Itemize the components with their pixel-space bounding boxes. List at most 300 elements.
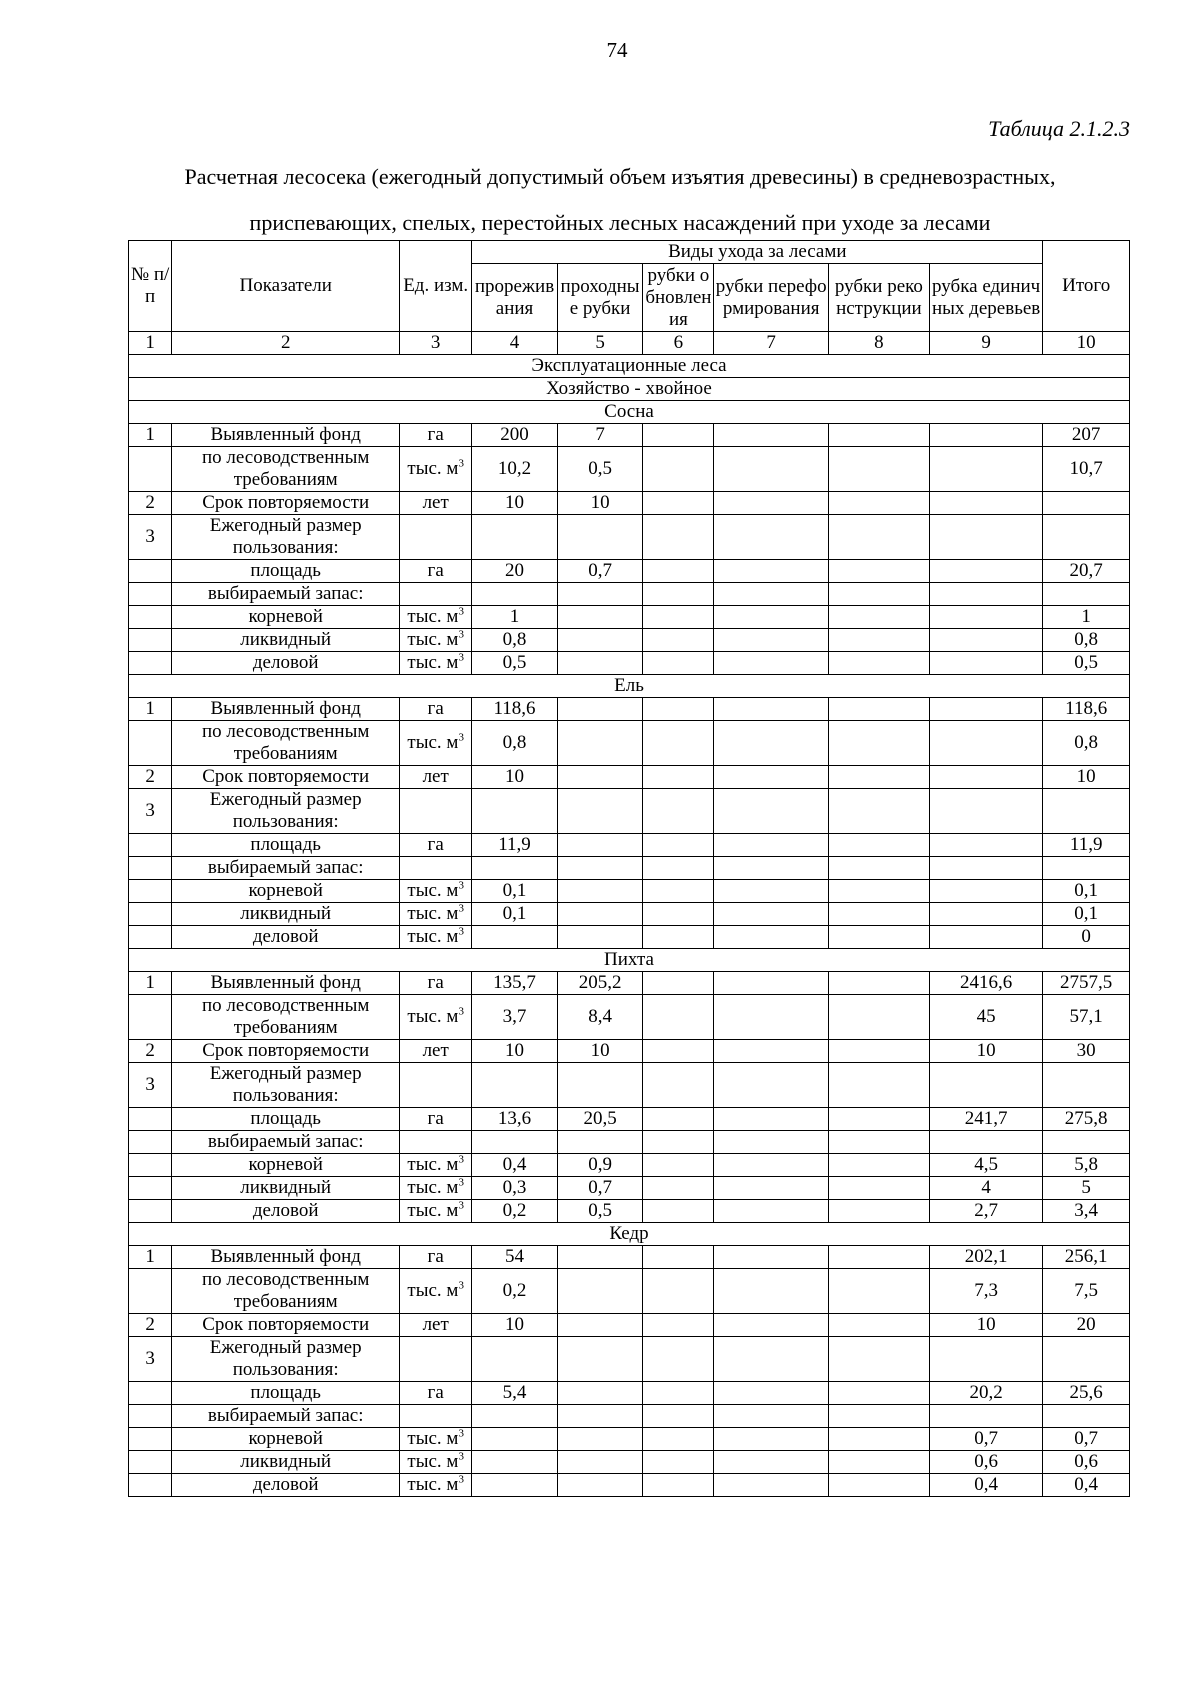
value-cell (557, 1314, 643, 1337)
row-number (129, 721, 172, 766)
value-cell: 11,9 (472, 834, 558, 857)
value-cell (472, 926, 558, 949)
value-cell (714, 447, 828, 492)
row-label-line: пользования: (232, 537, 339, 558)
row-label-line: Срок повторяемости (202, 1040, 370, 1061)
value-cell (828, 1474, 929, 1497)
row-label-line: корневой (248, 1428, 323, 1449)
value-cell: 4,5 (929, 1154, 1042, 1177)
value-cell (828, 1451, 929, 1474)
table-row (129, 972, 1130, 995)
row-label-line: Ежегодный размер (209, 789, 362, 810)
table-caption: Таблица 2.1.2.3 (988, 116, 1130, 141)
row-label-line: корневой (248, 880, 323, 901)
unit-cell (400, 515, 472, 560)
value-cell (643, 1382, 714, 1405)
value-cell: 118,6 (1043, 698, 1130, 721)
value-cell (643, 1428, 714, 1451)
unit-cell (400, 1063, 472, 1108)
unit-cell: га (400, 698, 472, 721)
value-cell: 0,4 (472, 1154, 558, 1177)
row-number: 2 (129, 1040, 172, 1063)
value-cell (929, 698, 1042, 721)
row-label-line: деловой (252, 1474, 319, 1495)
header-total: Итого (1043, 241, 1130, 332)
value-cell: 200 (472, 424, 558, 447)
value-cell: 30 (1043, 1040, 1130, 1063)
table-row (129, 789, 1130, 834)
unit-cell: га (400, 1108, 472, 1131)
value-cell (1043, 789, 1130, 834)
table-row (129, 880, 1130, 903)
species-name: Ель (129, 675, 1130, 698)
value-cell (714, 1451, 828, 1474)
row-label-line: по лесоводственным (202, 447, 370, 468)
table-row (129, 1200, 1130, 1223)
value-cell (643, 880, 714, 903)
value-cell (643, 515, 714, 560)
row-label-line: по лесоводственным (202, 995, 370, 1016)
unit-cell: га (400, 1246, 472, 1269)
value-cell: 10 (929, 1040, 1042, 1063)
value-cell: 3,7 (472, 995, 558, 1040)
row-label-found (172, 1246, 400, 1269)
value-cell (929, 1405, 1042, 1428)
value-cell: 10 (1043, 766, 1130, 789)
row-number (129, 995, 172, 1040)
row-number (129, 1154, 172, 1177)
value-cell (714, 1474, 828, 1497)
value-cell (643, 447, 714, 492)
table-row (129, 515, 1130, 560)
value-cell (557, 834, 643, 857)
row-label-line: площадь (250, 834, 321, 855)
row-number: 1 (129, 698, 172, 721)
unit-cell: га (400, 834, 472, 857)
value-cell (557, 857, 643, 880)
value-cell (929, 629, 1042, 652)
header-care-type-8: рубки реконструкции (828, 264, 929, 332)
value-cell: 3,4 (1043, 1200, 1130, 1223)
value-cell: 0,9 (557, 1154, 643, 1177)
row-number (129, 1177, 172, 1200)
unit-superscript: 3 (458, 1279, 464, 1292)
row-label-line: выбираемый запас: (207, 583, 364, 604)
row-label-liquid (172, 629, 400, 652)
row-label-business (172, 652, 400, 675)
value-cell (929, 766, 1042, 789)
header-num: № п/п (129, 241, 172, 332)
value-cell: 0,5 (557, 1200, 643, 1223)
header-unit: Ед. изм. (400, 241, 472, 332)
value-cell (929, 789, 1042, 834)
value-cell: 8,4 (557, 995, 643, 1040)
row-label-line: ликвидный (240, 1177, 332, 1198)
table-row (129, 1246, 1130, 1269)
section-row (129, 949, 1130, 972)
row-label-stock (172, 857, 400, 880)
value-cell (714, 1382, 828, 1405)
unit-text: тыс. м (407, 1428, 459, 1449)
value-cell: 13,6 (472, 1108, 558, 1131)
value-cell (714, 698, 828, 721)
row-label-line: требованиям (233, 1017, 338, 1038)
unit-cell (400, 1337, 472, 1382)
unit-cell (400, 1428, 472, 1451)
value-cell: 45 (929, 995, 1042, 1040)
row-number: 3 (129, 515, 172, 560)
unit-cell: га (400, 560, 472, 583)
value-cell (714, 606, 828, 629)
section-row (129, 401, 1130, 424)
table-row (129, 721, 1130, 766)
unit-text: тыс. м (407, 880, 459, 901)
row-label-area (172, 834, 400, 857)
value-cell (714, 1337, 828, 1382)
value-cell: 0,1 (1043, 903, 1130, 926)
value-cell (714, 583, 828, 606)
value-cell (714, 834, 828, 857)
value-cell (643, 606, 714, 629)
unit-cell (400, 1131, 472, 1154)
value-cell (929, 721, 1042, 766)
table-row (129, 424, 1130, 447)
unit-cell: га (400, 972, 472, 995)
value-cell: 0,1 (472, 903, 558, 926)
row-label-line: Срок повторяемости (202, 766, 370, 787)
value-cell (557, 1428, 643, 1451)
row-label-line: ликвидный (240, 1451, 332, 1472)
value-cell (643, 926, 714, 949)
value-cell: 256,1 (1043, 1246, 1130, 1269)
unit-cell (400, 1405, 472, 1428)
value-cell: 0,8 (1043, 629, 1130, 652)
value-cell (929, 1337, 1042, 1382)
column-number-7: 7 (714, 332, 828, 355)
value-cell (557, 926, 643, 949)
value-cell (643, 560, 714, 583)
row-number: 1 (129, 424, 172, 447)
table-row (129, 652, 1130, 675)
row-number (129, 1108, 172, 1131)
unit-cell: лет (400, 1040, 472, 1063)
column-number-9: 9 (929, 332, 1042, 355)
value-cell (828, 492, 929, 515)
row-label-business (172, 1200, 400, 1223)
row-number (129, 857, 172, 880)
value-cell: 0,5 (557, 447, 643, 492)
value-cell (929, 560, 1042, 583)
value-cell (929, 652, 1042, 675)
value-cell (714, 721, 828, 766)
unit-cell (400, 789, 472, 834)
value-cell (643, 995, 714, 1040)
table-row (129, 995, 1130, 1040)
unit-superscript: 3 (458, 1005, 464, 1018)
value-cell (472, 1405, 558, 1428)
row-label-line: выбираемый запас: (207, 857, 364, 878)
value-cell: 0,7 (557, 1177, 643, 1200)
unit-text: тыс. м (407, 1474, 459, 1495)
value-cell: 10 (472, 1040, 558, 1063)
unit-superscript: 3 (458, 1427, 464, 1440)
unit-cell (400, 629, 472, 652)
header-indicators: Показатели (172, 241, 400, 332)
row-label-line: по лесоводственным (202, 721, 370, 742)
row-number: 2 (129, 766, 172, 789)
value-cell (828, 857, 929, 880)
value-cell (557, 1405, 643, 1428)
species-name: Кедр (129, 1223, 1130, 1246)
unit-cell: га (400, 1382, 472, 1405)
unit-superscript: 3 (458, 1199, 464, 1212)
unit-text: тыс. м (407, 1280, 459, 1301)
value-cell (828, 1177, 929, 1200)
value-cell (643, 1154, 714, 1177)
unit-superscript: 3 (458, 879, 464, 892)
value-cell: 10 (557, 492, 643, 515)
value-cell (828, 560, 929, 583)
row-label-period (172, 1040, 400, 1063)
value-cell (828, 1154, 929, 1177)
unit-text: тыс. м (407, 732, 459, 753)
value-cell (828, 629, 929, 652)
value-cell (828, 1108, 929, 1131)
row-label-line: ликвидный (240, 903, 332, 924)
value-cell: 5 (1043, 1177, 1130, 1200)
value-cell: 7 (557, 424, 643, 447)
unit-cell (400, 880, 472, 903)
value-cell: 2757,5 (1043, 972, 1130, 995)
value-cell: 57,1 (1043, 995, 1130, 1040)
value-cell (714, 972, 828, 995)
row-label-area (172, 560, 400, 583)
row-label-line: пользования: (232, 1359, 339, 1380)
value-cell (929, 903, 1042, 926)
table-row (129, 492, 1130, 515)
unit-cell (400, 447, 472, 492)
row-label-line: выбираемый запас: (207, 1131, 364, 1152)
value-cell (643, 1474, 714, 1497)
column-number-6: 6 (643, 332, 714, 355)
value-cell (557, 1063, 643, 1108)
value-cell (828, 1405, 929, 1428)
value-cell (714, 1154, 828, 1177)
value-cell (1043, 515, 1130, 560)
value-cell (828, 447, 929, 492)
row-label-area (172, 1382, 400, 1405)
value-cell (643, 834, 714, 857)
value-cell (714, 789, 828, 834)
value-cell (828, 1269, 929, 1314)
row-number (129, 629, 172, 652)
value-cell: 11,9 (1043, 834, 1130, 857)
value-cell (828, 606, 929, 629)
value-cell: 25,6 (1043, 1382, 1130, 1405)
row-label-period (172, 1314, 400, 1337)
value-cell: 118,6 (472, 698, 558, 721)
table-row (129, 834, 1130, 857)
value-cell (828, 652, 929, 675)
row-label-business (172, 926, 400, 949)
table-row (129, 698, 1130, 721)
row-label-business (172, 1474, 400, 1497)
row-label-line: по лесоводственным (202, 1269, 370, 1290)
value-cell (643, 1200, 714, 1223)
value-cell (557, 766, 643, 789)
row-label-area (172, 1108, 400, 1131)
unit-superscript: 3 (458, 1153, 464, 1166)
value-cell (557, 698, 643, 721)
unit-cell (400, 1474, 472, 1497)
table-row (129, 903, 1130, 926)
table-row (129, 1108, 1130, 1131)
value-cell (643, 629, 714, 652)
unit-superscript: 3 (458, 651, 464, 664)
value-cell (643, 652, 714, 675)
value-cell: 0,8 (472, 629, 558, 652)
value-cell: 0,3 (472, 1177, 558, 1200)
value-cell: 20 (1043, 1314, 1130, 1337)
value-cell (557, 1337, 643, 1382)
value-cell: 0,7 (1043, 1428, 1130, 1451)
row-label-root (172, 1428, 400, 1451)
row-label-line: Выявленный фонд (210, 424, 361, 445)
value-cell (714, 1269, 828, 1314)
row-label-line: деловой (252, 652, 319, 673)
value-cell (643, 1108, 714, 1131)
header-care-type-6: рубки обновления (643, 264, 714, 332)
unit-superscript: 3 (458, 731, 464, 744)
row-number (129, 926, 172, 949)
value-cell (472, 1063, 558, 1108)
column-number-8: 8 (828, 332, 929, 355)
unit-text: тыс. м (407, 458, 459, 479)
row-label-period (172, 766, 400, 789)
value-cell: 2416,6 (929, 972, 1042, 995)
value-cell: 20 (472, 560, 558, 583)
value-cell (714, 880, 828, 903)
row-label-annual (172, 1337, 400, 1382)
unit-cell (400, 1154, 472, 1177)
table-row (129, 560, 1130, 583)
value-cell (714, 515, 828, 560)
value-cell (828, 926, 929, 949)
value-cell (714, 766, 828, 789)
unit-cell (400, 857, 472, 880)
unit-text: тыс. м (407, 1200, 459, 1221)
value-cell (929, 857, 1042, 880)
row-label-line: требованиям (233, 1291, 338, 1312)
value-cell (472, 1428, 558, 1451)
row-number: 2 (129, 1314, 172, 1337)
row-label-line: требованиям (233, 743, 338, 764)
value-cell (929, 583, 1042, 606)
value-cell (714, 857, 828, 880)
row-label-requirements (172, 995, 400, 1040)
value-cell: 20,2 (929, 1382, 1042, 1405)
value-cell (557, 1131, 643, 1154)
value-cell (557, 1269, 643, 1314)
row-label-line: Ежегодный размер (209, 1337, 362, 1358)
row-label-stock (172, 1405, 400, 1428)
species-name: Пихта (129, 949, 1130, 972)
value-cell (828, 698, 929, 721)
value-cell: 0,2 (472, 1200, 558, 1223)
value-cell (828, 1200, 929, 1223)
value-cell (714, 1200, 828, 1223)
row-number (129, 880, 172, 903)
row-label-root (172, 880, 400, 903)
unit-superscript: 3 (458, 1473, 464, 1486)
value-cell (828, 766, 929, 789)
value-cell (828, 721, 929, 766)
value-cell (643, 1451, 714, 1474)
value-cell: 0,5 (1043, 652, 1130, 675)
unit-text: тыс. м (407, 926, 459, 947)
unit-cell (400, 926, 472, 949)
value-cell (929, 880, 1042, 903)
row-label-period (172, 492, 400, 515)
value-cell (714, 1131, 828, 1154)
value-cell (643, 698, 714, 721)
value-cell (1043, 1131, 1130, 1154)
value-cell (1043, 1063, 1130, 1108)
value-cell (828, 903, 929, 926)
value-cell (714, 424, 828, 447)
unit-cell: га (400, 424, 472, 447)
row-number (129, 903, 172, 926)
table-row (129, 1337, 1130, 1382)
header-care-type-4: прореживания (472, 264, 558, 332)
unit-cell (400, 721, 472, 766)
value-cell (1043, 492, 1130, 515)
value-cell (1043, 1405, 1130, 1428)
value-cell (557, 1474, 643, 1497)
value-cell (557, 1246, 643, 1269)
value-cell: 0,7 (929, 1428, 1042, 1451)
row-label-line: деловой (252, 926, 319, 947)
unit-cell (400, 1451, 472, 1474)
row-label-found (172, 698, 400, 721)
column-number-3: 3 (400, 332, 472, 355)
value-cell (472, 1451, 558, 1474)
value-cell (929, 606, 1042, 629)
table-row (129, 1474, 1130, 1497)
row-label-line: площадь (250, 1108, 321, 1129)
unit-cell (400, 652, 472, 675)
row-label-annual (172, 1063, 400, 1108)
unit-superscript: 3 (458, 925, 464, 938)
value-cell (828, 1040, 929, 1063)
value-cell (472, 857, 558, 880)
value-cell: 7,5 (1043, 1269, 1130, 1314)
value-cell: 0,7 (557, 560, 643, 583)
table-row (129, 1040, 1130, 1063)
value-cell: 54 (472, 1246, 558, 1269)
value-cell (643, 1177, 714, 1200)
row-number: 3 (129, 1337, 172, 1382)
value-cell (557, 652, 643, 675)
row-number (129, 1405, 172, 1428)
value-cell (929, 447, 1042, 492)
value-cell (643, 1405, 714, 1428)
value-cell (714, 1405, 828, 1428)
value-cell (714, 1108, 828, 1131)
value-cell: 241,7 (929, 1108, 1042, 1131)
value-cell: 0,2 (472, 1269, 558, 1314)
unit-text: тыс. м (407, 1006, 459, 1027)
